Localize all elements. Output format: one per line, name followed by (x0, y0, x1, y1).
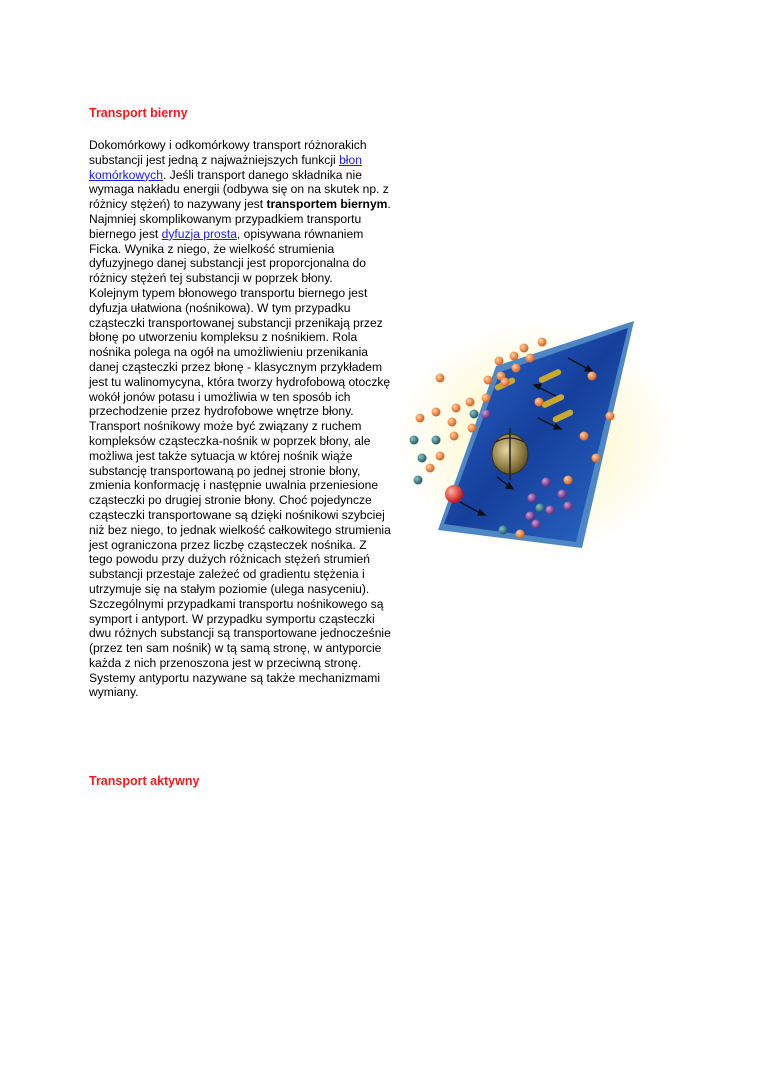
membrane-transport-illustration (396, 318, 678, 560)
text-run: , opisywana równaniem Ficka. Wynika z niego, że wielkość strumienia dyfuzyjnego danej substancji jest proporcjonalna do różnicy stężeń tej substancji w poprzek błony. (89, 226, 366, 286)
text-run: Dokomórkowy i odkomórkowy transport różnorakich substancji jest jedną z najważniejszych funkcji (89, 138, 367, 167)
paragraph-facilitated-diffusion: Kolejnym typem błonowego transportu biernego jest dyfuzja ułatwiona (nośnikowa). W tym przypadku cząsteczki transportowanej substancji przenikają przez błonę po utworzeniu kompleksu z nośnikiem. Rola nośnika polega na ogół na umożliwieniu przenikania danej cząsteczki przez błonę - klasycznym przykładem jest tu walinomycyna, która tworzy hydrofobową otoczkę wokół jonów potasu i umożliwia w ten sposób ich przechodzenie przez hydrofobowe wnętrze błony. Transport nośnikowy może być związany z ruchem kompleksów cząsteczka-nośnik w poprzek błony, ale możliwa jest także sytuacja w której nośnik wiąże substancję transportowaną po jednej stronie błony, zmienia konformację i następnie uwalnia przeniesione cząsteczki po drugiej stronie błony. Choć pojedyncze cząsteczki transportowane są dzięki nośnikowi szybciej niż bez niego, to jednak wielkość całkowitego strumienia jest ograniczona przez liczbę cząsteczek nośnika. Z tego powodu przy dużych różnicach stężeń strumień substancji przestaje zależeć od gradientu stężenia i utrzymuje się na stałym poziomie (ulega nasyceniu). (89, 285, 391, 596)
link-cell-membranes[interactable]: błon komórkowych (89, 152, 362, 182)
section-heading-active-transport: Transport aktywny (89, 774, 200, 788)
ion-red-icon (445, 485, 463, 503)
text-run: . Najmniej skomplikowanym przypadkiem transportu biernego jest (89, 197, 391, 241)
bold-term-passive-transport: transportem biernym (266, 197, 388, 212)
membrane-transport-icon (396, 318, 678, 560)
text-run: . Jeśli transport danego składnika nie wymaga nakładu energii (odbywa się on na skutek np. z różnicy stężeń) to nazywany jest (89, 167, 389, 212)
article-body (89, 138, 391, 700)
section-heading-passive-transport: Transport bierny (89, 106, 188, 120)
link-simple-diffusion[interactable]: dyfuzja prosta (161, 226, 237, 241)
paragraph-intro (89, 138, 391, 286)
paragraph-symport-antiport: Szczególnymi przypadkami transportu nośnikowego są symport i antyport. W przypadku symportu cząsteczki dwu różnych substancji są transportowane jednocześnie (przez ten sam nośnik) w tą samą stronę, w antyporcie każda z nich przenoszona jest w przeciwną stronę. Systemy antyportu nazywane są także mechanizmami wymiany. (89, 596, 391, 700)
